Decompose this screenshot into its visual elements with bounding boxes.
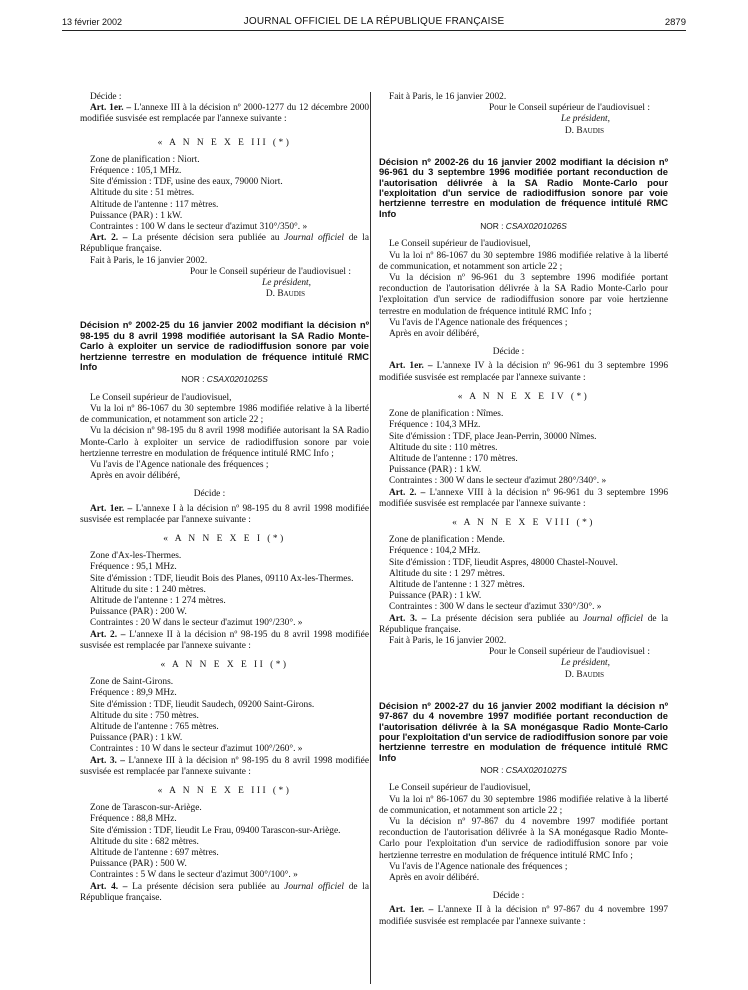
conseil-text: Le Conseil supérieur de l'audiovisuel, xyxy=(90,392,232,403)
decide-text: Décide : xyxy=(492,891,525,902)
annex-title: « A N N E X E VIII (*) xyxy=(452,517,595,528)
signature-place-date: Fait à Paris, le 16 janvier 2002. xyxy=(90,255,208,266)
nor-reference: NOR : CSAX0201027S xyxy=(480,765,567,776)
decision-title: Décision nº 2002-27 du 16 janvier 2002 modifiant la décision nº 97-867 du 4 novembre 1997 modifiée portant reconduction de l'autorisation délivrée à la SA monégasque Radio Monte-Carlo pour l'exploitation d'un service de radiodiffusion sonore par voie hertzienne terrestre en modulation de fréquence intitulé RMC Info xyxy=(379,699,668,763)
conseil-text: Le Conseil supérieur de l'audiovisuel, xyxy=(389,239,531,250)
left-column xyxy=(80,92,369,904)
article-paragraph: Art. 1er. – L'annexe I à la décision nº 98-195 du 8 avril 1998 modifiée susvisée est remplacée par l'annexe suivante : xyxy=(80,503,369,525)
signature-name: D. Baudis xyxy=(564,669,604,680)
annex-title: « A N N E X E I (*) xyxy=(163,533,286,544)
decision-title: Décision nº 2002-26 du 16 janvier 2002 modifiant la décision nº 96-961 du 3 septembre 1996 modifiée portant reconduction de l'autorisation délivrée à la SA Radio Monte-Carlo pour l'exploitation d'un service de radiodiffusion sonore par voie hertzienne terrestre en modulation de fréquence intitulé RMC Info xyxy=(379,155,668,219)
nor-reference: NOR : CSAX0201025S xyxy=(181,374,268,385)
decision-title: Décision nº 2002-25 du 16 janvier 2002 modifiant la décision nº 98-195 du 8 avril 1998 modifiée autorisant la SA Radio Monte-Carlo à exploiter un service de radiodiffusion sonore par voie hertzienne terrestre en modulation de fréquence intitulé RMC Info xyxy=(80,319,369,373)
decide-text: Décide : xyxy=(90,92,122,102)
annex-details: Zone de planification : Mende. Fréquence : 104,2 MHz. Site d'émission : TDF, lieudit Aspres, 48000 Chastel-Nouvel. Altitude du site : 1 297 mètres. Altitude de l'antenne : 1 327 mètres. Puissance (PAR) : 1 kW. Contraintes : 300 W dans le secteur d'azimut 330°/30°. » xyxy=(389,535,618,613)
annex-details: Zone d'Ax-les-Thermes. Fréquence : 95,1 MHz. Site d'émission : TDF, lieudit Bois des Planes, 09110 Ax-les-Thermes. Altitude du site : 1 240 mètres. Altitude de l'antenne : 1 274 mètres. Puissance (PAR) : 200 W. Contraintes : 20 W dans le secteur d'azimut 190°/230°. » xyxy=(90,551,354,629)
conseil-text: Le Conseil supérieur de l'audiovisuel, xyxy=(389,783,531,794)
article-paragraph: Art. 2. – L'annexe VIII à la décision nº 96-961 du 3 septembre 1996 modifiée susvisée est remplacée par l'annexe suivante : xyxy=(379,487,669,509)
nor-reference: NOR : CSAX0201026S xyxy=(480,221,567,232)
article-paragraph: Art. 4. – La présente décision sera publiée au Journal officiel de la République française. xyxy=(80,881,370,903)
annex-details: Zone de planification : Niort. Fréquence : 105,1 MHz. Site d'émission : TDF, usine des eaux, 79000 Niort. Altitude du site : 51 mètres. Altitude de l'antenne : 117 mètres. Puissance (PAR) : 1 kW. Contraintes : 100 W dans le secteur d'azimut 310°/350°. » xyxy=(90,154,308,233)
issue-date: 13 février 2002 xyxy=(62,17,123,27)
vu-paragraph: Vu l'avis de l'Agence nationale des fréquences ; xyxy=(90,459,269,470)
journal-title: JOURNAL OFFICIEL DE LA RÉPUBLIQUE FRANÇAISE xyxy=(243,16,505,27)
annex-title: « A N N E X E III (*) xyxy=(157,785,292,796)
decide-text: Décide : xyxy=(193,489,226,500)
signature-role: Le président, xyxy=(561,114,610,125)
apres-text: Après en avoir délibéré, xyxy=(389,329,480,340)
signature-place-date: Fait à Paris, le 16 janvier 2002. xyxy=(389,635,507,646)
vu-paragraph: Vu l'avis de l'Agence nationale des fréquences ; xyxy=(389,317,568,328)
decide-text: Décide : xyxy=(492,347,525,358)
vu-paragraph: Vu la décision nº 98-195 du 8 avril 1998 modifiée autorisant la SA Radio Monte-Carlo à exploiter un service de radiodiffusion sonore par voie hertzienne terrestre en modulation de fréquence intitulé RMC Info ; xyxy=(80,426,369,459)
apres-text: Après en avoir délibéré, xyxy=(90,471,181,482)
page-number: 2879 xyxy=(664,17,686,28)
page-header xyxy=(62,16,686,31)
vu-paragraph: Vu la décision nº 96-961 du 3 septembre 1996 modifiée portant reconduction de l'autorisation délivrée à la SA Radio Monte-Carlo pour l'exploitation d'un service de radiodiffusion sonore par voie hertzienne terrestre en modulation de fréquence intitulé RMC Info ; xyxy=(379,273,668,317)
vu-paragraph: Vu la loi nº 86-1067 du 30 septembre 1986 modifiée relative à la liberté de communication, et notamment son article 22 ; xyxy=(379,250,668,272)
article-paragraph: Art. 2. – La présente décision sera publiée au Journal officiel de la République française. xyxy=(80,233,370,255)
signature-line: Pour le Conseil supérieur de l'audiovisuel : xyxy=(488,103,650,114)
annex-title: « A N N E X E IV (*) xyxy=(457,391,590,402)
right-column xyxy=(379,92,668,928)
column-divider xyxy=(370,92,371,984)
signature-role: Le président, xyxy=(262,278,311,289)
article-paragraph: Art. 1er. – L'annexe III à la décision nº 2000-1277 du 12 décembre 2000 modifiée susvisée est remplacée par l'annexe suivante : xyxy=(80,103,370,125)
article-paragraph: Art. 1er. – L'annexe IV à la décision nº 96-961 du 3 septembre 1996 modifiée susvisée est remplacée par l'annexe suivante : xyxy=(379,361,669,383)
signature-name: D. Baudis xyxy=(564,125,604,136)
article-paragraph: Art. 3. – L'annexe III à la décision nº 98-195 du 8 avril 1998 modifiée susvisée est remplacée par l'annexe suivante : xyxy=(80,755,369,777)
article-paragraph: Art. 1er. – L'annexe II à la décision nº 97-867 du 4 novembre 1997 modifiée susvisée est remplacée par l'annexe suivante : xyxy=(379,905,669,927)
signature-role: Le président, xyxy=(561,658,610,669)
annex-title: « A N N E X E III (*) xyxy=(157,137,292,148)
vu-paragraph: Vu l'avis de l'Agence nationale des fréquences ; xyxy=(389,861,568,872)
apres-text: Après en avoir délibéré. xyxy=(389,873,480,884)
vu-paragraph: Vu la loi nº 86-1067 du 30 septembre 1986 modifiée relative à la liberté de communication, et notamment son article 22 ; xyxy=(379,794,668,816)
signature-line: Pour le Conseil supérieur de l'audiovisuel : xyxy=(189,266,351,277)
article-paragraph: Art. 2. – L'annexe II à la décision nº 98-195 du 8 avril 1998 modifiée susvisée est remplacée par l'annexe suivante : xyxy=(80,629,369,651)
vu-paragraph: Vu la décision nº 97-867 du 4 novembre 1997 modifiée portant reconduction de l'autorisation délivrée à la SA monégasque Radio Monte-Carlo pour l'exploitation d'un service de radiodiffusion sonore par voie hertzienne terrestre en modulation de fréquence intitulé RMC Info ; xyxy=(379,817,668,861)
vu-paragraph: Vu la loi nº 86-1067 du 30 septembre 1986 modifiée relative à la liberté de communication, et notamment son article 22 ; xyxy=(80,403,369,426)
annex-details: Zone de Saint-Girons. Fréquence : 89,9 MHz. Site d'émission : TDF, lieudit Saudech, 09200 Saint-Girons. Altitude du site : 750 mètres. Altitude de l'antenne : 765 mètres. Puissance (PAR) : 1 kW. Contraintes : 10 W dans le secteur d'azimut 100°/260°. » xyxy=(90,677,315,755)
annex-details: Zone de planification : Nîmes. Fréquence : 104,3 MHz. Site d'émission : TDF, place Jean-Perrin, 30000 Nîmes. Altitude du site : 110 mètres. Altitude de l'antenne : 170 mètres. Puissance (PAR) : 1 kW. Contraintes : 300 W dans le secteur d'azimut 280°/340°. » xyxy=(389,409,607,487)
annex-details: Zone de Tarascon-sur-Ariège. Fréquence : 88,8 MHz. Site d'émission : TDF, lieudit Le Frau, 09400 Tarascon-sur-Ariège. Altitude du site : 682 mètres. Altitude de l'antenne : 697 mètres. Puissance (PAR) : 500 W. Contraintes : 5 W dans le secteur d'azimut 300°/100°. » xyxy=(90,803,341,881)
article-paragraph: Art. 3. – La présente décision sera publiée au Journal officiel de la République française. xyxy=(379,613,669,635)
signature-line: Pour le Conseil supérieur de l'audiovisuel : xyxy=(488,647,650,658)
signature-place-date: Fait à Paris, le 16 janvier 2002. xyxy=(389,92,507,102)
signature-name: D. Baudis xyxy=(265,289,305,300)
annex-title: « A N N E X E II (*) xyxy=(160,659,289,670)
